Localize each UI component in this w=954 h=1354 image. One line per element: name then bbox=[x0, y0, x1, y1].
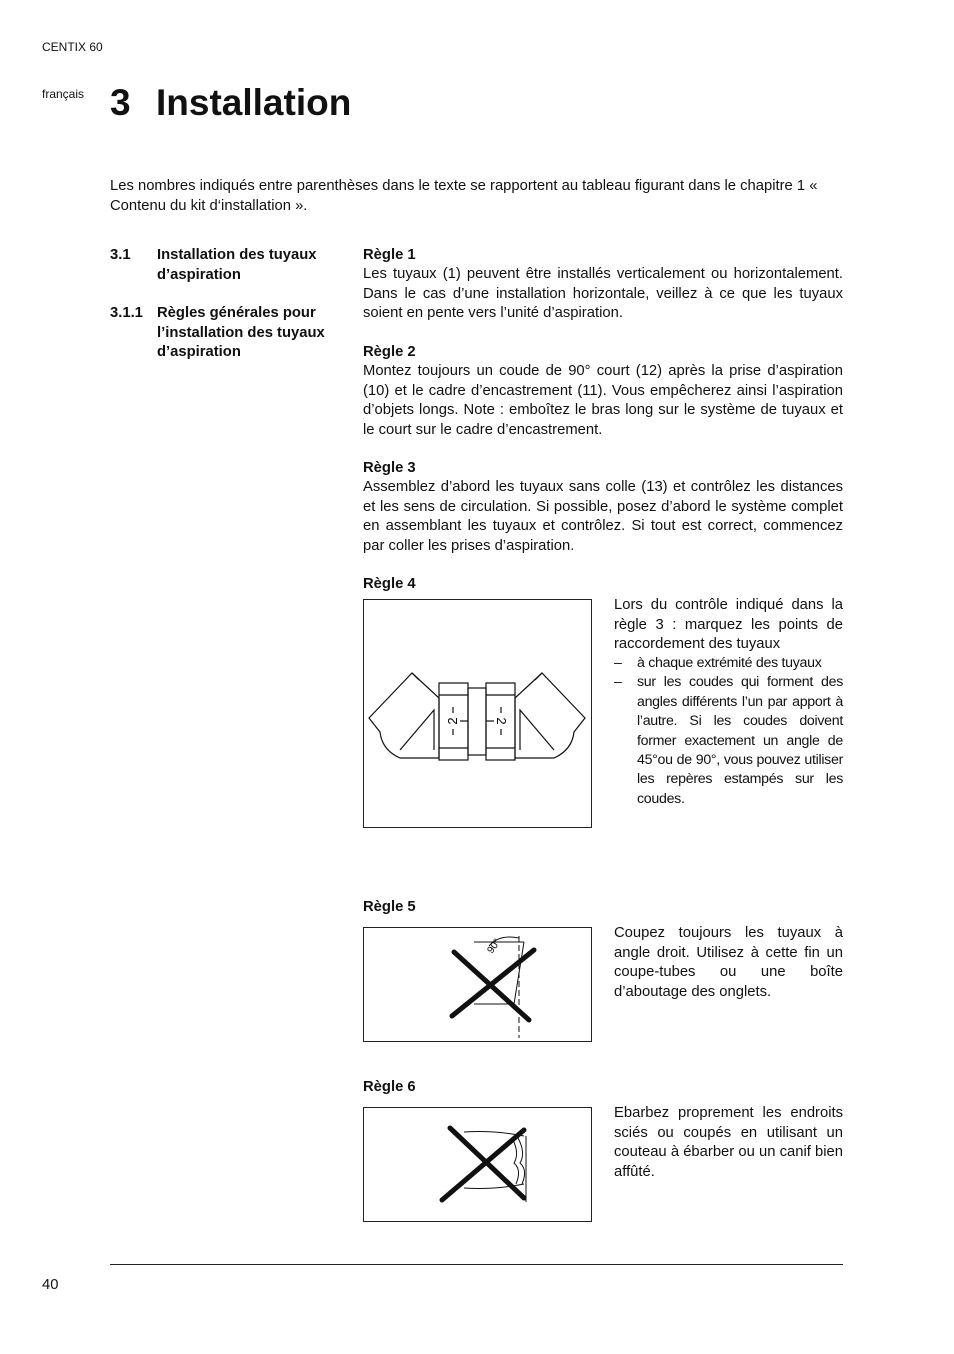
marking-label-right: 2 bbox=[494, 717, 509, 725]
rule-6-figure bbox=[363, 1107, 592, 1222]
bullet-dash: – bbox=[614, 655, 622, 671]
rule-4-heading: Règle 4 bbox=[363, 576, 416, 592]
rule-5-text: Coupez toujours les tuyaux à angle droit. Utilisez à cette fin un coupe-tubes ou une boîte d’aboutage des onglets. bbox=[614, 925, 843, 1000]
list-item-text: sur les coudes qui forment des angles différents l’un par apport à l’autre. Si les coudes doivent former exactement un angle de 45°ou de 90°, vous pouvez utiliser les repères estampés sur les coudes. bbox=[637, 674, 843, 807]
rule-5-figure bbox=[363, 927, 592, 1042]
section-title: Règles générales pour l’installation des tuyaux d’aspiration bbox=[157, 305, 325, 360]
list-item bbox=[614, 673, 843, 809]
angled-cut-crossed-out-illustration bbox=[364, 928, 591, 1041]
rule-3-heading: Règle 3 bbox=[363, 460, 416, 476]
rule-6-text: Ebarbez proprement les endroits sciés ou coupés en utilisant un couteau à ébarber ou un canif bien affûté. bbox=[614, 1105, 843, 1180]
rule-4-text: Lors du contrôle indiqué dans la règle 3 : marquez les points de raccordement des tuyaux bbox=[614, 597, 843, 652]
rule-2-text: Montez toujours un coude de 90° court (12) après la prise d’aspiration (10) et le cadre d’encastrement (11). Vous empêcherez ainsi l’aspiration d’objets longs. Note : emboîtez le bras long sur le système de tuyaux et le court sur le cadre d’encastrement. bbox=[363, 363, 843, 438]
section-number: 3.1.1 bbox=[110, 305, 143, 321]
rule-4-bullet-list bbox=[614, 654, 843, 809]
list-item-text: à chaque extrémité des tuyaux bbox=[637, 655, 822, 671]
rule-6-heading: Règle 6 bbox=[363, 1079, 416, 1095]
rule-5-heading: Règle 5 bbox=[363, 899, 416, 915]
pipe-elbows-marking-illustration bbox=[364, 600, 591, 827]
document-id: CENTIX 60 bbox=[42, 40, 103, 54]
page-number: 40 bbox=[42, 1277, 59, 1293]
footer-divider bbox=[110, 1264, 843, 1265]
rule-1-heading: Règle 1 bbox=[363, 247, 416, 263]
rule-2-heading: Règle 2 bbox=[363, 344, 416, 360]
list-item bbox=[614, 654, 843, 673]
intro-paragraph: Les nombres indiqués entre parenthèses dans le texte se rapportent au tableau figurant dans le chapitre 1 « Contenu du kit d‘installation ». bbox=[110, 178, 818, 214]
chapter-number: 3 bbox=[110, 82, 131, 123]
angle-label: 90° bbox=[485, 937, 504, 956]
rule-4-figure bbox=[363, 599, 592, 828]
section-title: Installation des tuyaux d’aspiration bbox=[157, 247, 317, 283]
rule-3-text: Assemblez d’abord les tuyaux sans colle (13) et contrôlez les distances et les sens de circulation. Si possible, posez d’abord le système complet en assemblant les tuyaux et contrôlez. Si tout est correct, commencez par coller les prises d’aspiration. bbox=[363, 479, 843, 554]
bullet-dash: – bbox=[614, 674, 622, 691]
chapter-title bbox=[110, 82, 351, 124]
section-number: 3.1 bbox=[110, 247, 131, 263]
unburred-pipe-crossed-out-illustration bbox=[364, 1108, 591, 1221]
rule-1-text: Les tuyaux (1) peuvent être installés verticalement ou horizontalement. Dans le cas d’une installation horizontale, veillez à ce que les tuyaux soient en pente vers l’unité d’aspiration. bbox=[363, 266, 843, 321]
chapter-title-text: Installation bbox=[156, 82, 352, 123]
marking-label-left: 2 bbox=[445, 717, 460, 725]
language-label: français bbox=[42, 87, 85, 101]
